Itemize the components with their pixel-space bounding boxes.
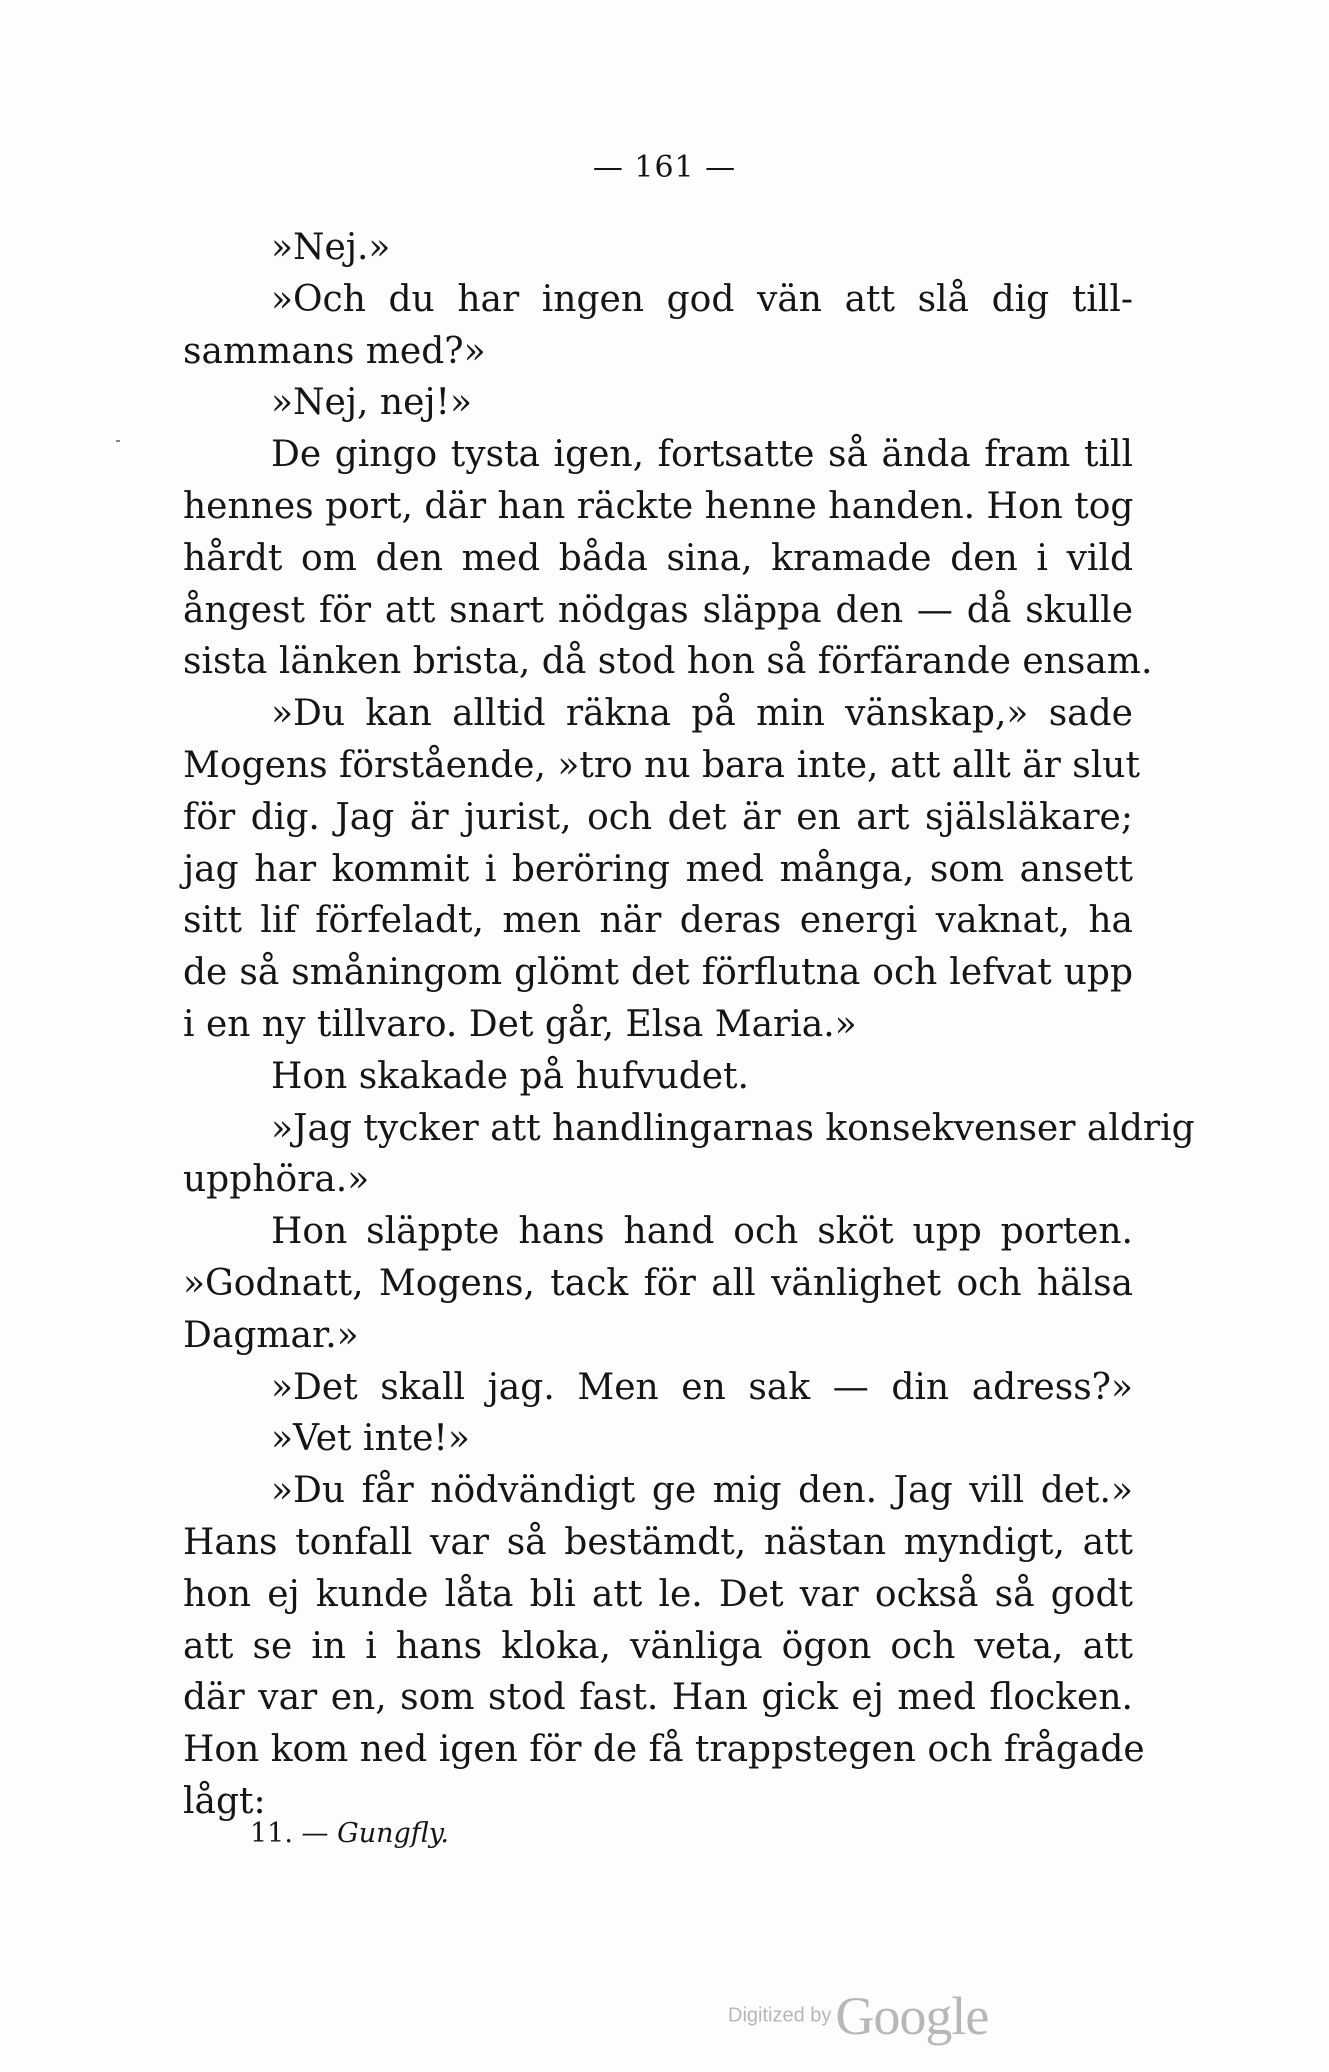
signature-mark	[250, 1818, 449, 1849]
text-line: Hon släppte hans hand och sköt upp porten.	[271, 1211, 1133, 1253]
text-line: »Godnatt, Mogens, tack för all vänlighet och hälsa	[183, 1262, 1133, 1304]
text-line: »Det skall jag. Men en sak — din adress?»	[271, 1366, 1133, 1408]
text-line: där var en, som stod fast. Han gick ej med flocken.	[183, 1677, 1133, 1719]
signature-title: Gungfly.	[337, 1818, 450, 1849]
text-line: Hon skakade på hufvudet.	[271, 1055, 749, 1097]
text-line: ångest för att snart nödgas släppa den — då skulle	[183, 589, 1133, 631]
text-line: sammans med?»	[183, 330, 486, 372]
text-line: »Du kan alltid räkna på min vänskap,» sade	[271, 693, 1133, 735]
text-line: Hans tonfall var så bestämdt, nästan myndigt, att	[183, 1521, 1133, 1563]
text-line: sista länken brista, då stod hon så förfärande ensam.	[183, 641, 1153, 683]
text-line: »Och du har ingen god vän att slå dig till-	[271, 278, 1133, 320]
text-line: för dig. Jag är jurist, och det är en art själsläkare;	[183, 796, 1133, 838]
text-line: Mogens förstående, »tro nu bara inte, att allt är slut	[183, 744, 1140, 786]
text-line: »Du får nödvändigt ge mig den. Jag vill det.»	[271, 1470, 1133, 1512]
text-line: hårdt om den med båda sina, kramade den i vild	[183, 537, 1133, 579]
text-line: upphöra.»	[183, 1159, 370, 1201]
body-text	[183, 222, 1195, 1828]
text-line: hon ej kunde låta bli att le. Det var också så godt	[183, 1573, 1133, 1615]
text-line: jag har kommit i beröring med många, som ansett	[183, 848, 1133, 890]
text-line: de så småningom glömt det förflutna och lefvat upp	[183, 952, 1133, 994]
text-line: Dagmar.»	[183, 1314, 359, 1356]
text-line: i en ny tillvaro. Det går, Elsa Maria.»	[183, 1003, 857, 1045]
text-line: »Nej.»	[271, 227, 391, 268]
text-line: »Nej, nej!»	[271, 382, 473, 424]
text-line: hennes port, där han räckte henne handen. Hon tog	[183, 485, 1134, 527]
text-line: lågt:	[183, 1780, 266, 1822]
watermark-brand: Google	[835, 1986, 989, 2046]
text-line: De gingo tysta igen, fortsatte så ända fram till	[271, 434, 1133, 476]
page-number: — 161 —	[592, 150, 737, 185]
text-line: att se in i hans kloka, vänliga ögon och veta, att	[183, 1625, 1133, 1667]
signature-number: 11. —	[250, 1818, 329, 1849]
text-line: »Jag tycker att handlingarnas konsekvenser aldrig	[271, 1107, 1195, 1149]
text-line: »Vet inte!»	[271, 1418, 470, 1460]
text-line: Hon kom ned igen för de få trappstegen och frågade	[183, 1729, 1145, 1771]
watermark-prefix: Digitized by	[728, 2004, 832, 2027]
print-speck	[116, 440, 120, 442]
text-line: sitt lif förfeladt, men när deras energi vaknat, ha	[183, 900, 1133, 942]
digitized-watermark	[728, 1985, 988, 2047]
